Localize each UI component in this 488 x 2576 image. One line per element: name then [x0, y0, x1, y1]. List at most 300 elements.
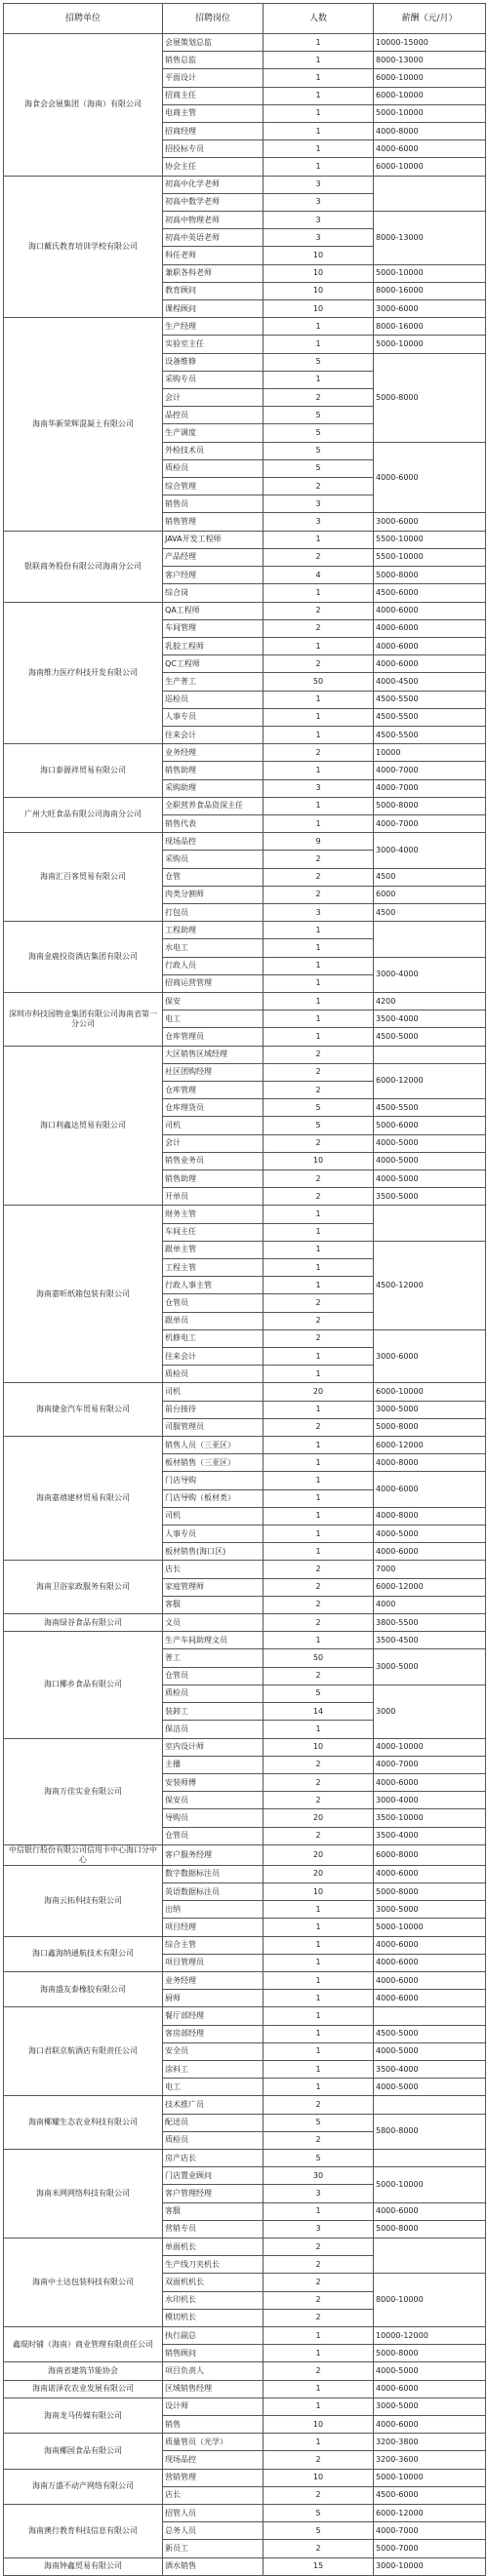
job-row — [4, 1844, 486, 1865]
salary-range: 5000-7000 — [374, 2540, 486, 2557]
salary-range: 5000-8000 — [374, 797, 486, 814]
salary-range: 4000-6000 — [374, 1543, 486, 1561]
position-name: 导购员 — [163, 1809, 264, 1827]
headcount: 3 — [264, 903, 374, 921]
salary-range — [374, 2007, 486, 2025]
company-name: 海南诺泽农农业发展有限公司 — [4, 2380, 163, 2398]
headcount: 30 — [264, 2167, 374, 2185]
job-row — [4, 2469, 486, 2486]
salary-range: 3000-5000 — [374, 1649, 486, 1684]
headcount: 1 — [264, 691, 374, 708]
headcount: 3 — [264, 212, 374, 229]
position-name: 电商主管 — [163, 104, 264, 122]
position-name: 往来会计 — [163, 1348, 264, 1366]
position-name: 模切机长 — [163, 2309, 264, 2326]
headcount: 5 — [264, 2522, 374, 2540]
company-name: 海南汇百客贸易有限公司 — [4, 833, 163, 922]
position-name: 打包员 — [163, 903, 264, 921]
position-name: 车间管理 — [163, 619, 264, 637]
position-name: 装卸工 — [163, 1703, 264, 1721]
job-row — [4, 2505, 486, 2522]
salary-range: 4000-5000 — [374, 1526, 486, 1543]
headcount: 1 — [264, 371, 374, 388]
headcount: 1 — [264, 814, 374, 832]
headcount: 2 — [264, 1561, 374, 1578]
headcount: 1 — [264, 2060, 374, 2078]
position-name: 出纳 — [163, 1901, 264, 1919]
position-name: 质检员 — [163, 1366, 264, 1383]
salary-range: 10000-12000 — [374, 2327, 486, 2345]
company-name: 海口君联京航酒店有限责任公司 — [4, 2007, 163, 2096]
position-name: 生产经理 — [163, 318, 264, 336]
salary-range — [374, 922, 486, 957]
position-name: 销售 — [163, 2416, 264, 2434]
position-name: 区域销售经理 — [163, 2380, 264, 2398]
headcount: 2 — [264, 1170, 374, 1188]
job-row — [4, 531, 486, 548]
job-row — [4, 797, 486, 814]
headcount: 10 — [264, 300, 374, 318]
salary-range: 4000-6000 — [374, 655, 486, 673]
position-name: 店长 — [163, 1561, 264, 1578]
job-row — [4, 2380, 486, 2398]
salary-range: 6000 — [374, 886, 486, 903]
position-name: 初高中英语老师 — [163, 229, 264, 247]
headcount: 2 — [264, 1063, 374, 1081]
headcount: 2 — [264, 2486, 374, 2504]
headcount: 2 — [264, 2238, 374, 2255]
position-name: 普工 — [163, 1649, 264, 1667]
headcount: 2 — [264, 868, 374, 886]
salary-range: 3500-4000 — [374, 1011, 486, 1028]
job-row — [4, 1046, 486, 1063]
salary-range: 3500-4000 — [374, 2060, 486, 2078]
headcount: 3 — [264, 2185, 374, 2202]
headcount: 2 — [264, 2096, 374, 2114]
position-name: 客户服务经理 — [163, 1844, 264, 1865]
position-name: 招商主任 — [163, 87, 264, 104]
salary-range: 4000-4500 — [374, 673, 486, 691]
company-name: 广州大旺食品有限公司海南分公司 — [4, 797, 163, 832]
salary-range: 4000-5000 — [374, 1134, 486, 1152]
position-name: 综合主管 — [163, 1936, 264, 1954]
salary-range: 6000-8000 — [374, 1844, 486, 1865]
position-name: 人事专员 — [163, 1526, 264, 1543]
job-listing-table — [3, 3, 486, 2576]
position-name: 技术推广员 — [163, 2096, 264, 2114]
job-row — [4, 1383, 486, 1401]
company-name: 银联商务股份有限公司海南分公司 — [4, 531, 163, 602]
headcount: 2 — [264, 1773, 374, 1791]
salary-range: 4000-5000 — [374, 2362, 486, 2380]
position-name: 现场品控 — [163, 833, 264, 851]
job-row — [4, 1206, 486, 1223]
position-name: 行政人事主管 — [163, 1277, 264, 1294]
salary-range: 3800-5500 — [374, 1614, 486, 1632]
headcount: 1 — [264, 2025, 374, 2042]
headcount: 1 — [264, 2345, 374, 2362]
salary-range: 4000-7000 — [374, 779, 486, 797]
header-count: 人数 — [264, 4, 374, 34]
headcount: 1 — [264, 87, 374, 104]
salary-range: 4000-6000 — [374, 1971, 486, 1989]
position-name: 仓库管理员 — [163, 1028, 264, 1046]
headcount: 3 — [264, 229, 374, 247]
salary-range — [374, 2149, 486, 2166]
headcount: 1 — [264, 1348, 374, 1366]
job-row — [4, 1561, 486, 1578]
salary-range: 8000-13000 — [374, 52, 486, 69]
position-name: 社区团购经理 — [163, 1063, 264, 1081]
headcount: 1 — [264, 992, 374, 1010]
headcount: 1 — [264, 1990, 374, 2007]
salary-range: 5000-10000 — [374, 336, 486, 353]
salary-range: 4500-6000 — [374, 584, 486, 602]
position-name: 质检员 — [163, 459, 264, 477]
salary-range: 4500-12000 — [374, 1241, 486, 1329]
position-name: 电工 — [163, 1011, 264, 1028]
salary-range: 8000-10000 — [374, 2274, 486, 2327]
headcount: 3 — [264, 2220, 374, 2238]
position-name: 保安 — [163, 992, 264, 1010]
headcount: 20 — [264, 1844, 374, 1865]
headcount: 4 — [264, 567, 374, 584]
headcount: 1 — [264, 2202, 374, 2220]
company-name: 海口戴氏教育培训学校有限公司 — [4, 176, 163, 318]
salary-range: 8000-13000 — [374, 212, 486, 265]
headcount: 5 — [264, 2114, 374, 2131]
headcount: 5 — [264, 1099, 374, 1117]
headcount: 10 — [264, 2416, 374, 2434]
salary-range: 4000 — [374, 1596, 486, 1613]
salary-range: 3200-3600 — [374, 2451, 486, 2469]
company-name: 海南龙马传媒有限公司 — [4, 2398, 163, 2433]
headcount: 9 — [264, 833, 374, 851]
job-row — [4, 992, 486, 1010]
salary-range: 5000-10000 — [374, 104, 486, 122]
salary-range: 4000-7000 — [374, 814, 486, 832]
headcount: 10 — [264, 1882, 374, 1900]
headcount: 2 — [264, 1329, 374, 1347]
salary-range: 3000-4000 — [374, 833, 486, 868]
salary-range: 4000-7000 — [374, 1756, 486, 1773]
position-name: 采购员 — [163, 851, 264, 868]
position-name: 销售助理 — [163, 1170, 264, 1188]
headcount: 5 — [264, 1117, 374, 1134]
position-name: 实验室主任 — [163, 336, 264, 353]
salary-range: 4000-5000 — [374, 1170, 486, 1188]
headcount: 2 — [264, 744, 374, 762]
job-row — [4, 318, 486, 336]
company-name: 海南金鹿投资酒店集团有限公司 — [4, 922, 163, 993]
position-name: 执行副总 — [163, 2327, 264, 2345]
position-name: 采购助理 — [163, 779, 264, 797]
position-name: 销售代表 — [163, 814, 264, 832]
salary-range: 6000-10000 — [374, 69, 486, 87]
position-name: 安装师傅 — [163, 1773, 264, 1791]
position-name: 生产调度 — [163, 424, 264, 442]
position-name: 销售管理 — [163, 513, 264, 531]
salary-range: 3000-6000 — [374, 300, 486, 318]
salary-range: 4000-6000 — [374, 637, 486, 654]
headcount: 2 — [264, 602, 374, 619]
position-name: 品控员 — [163, 407, 264, 424]
headcount: 14 — [264, 1703, 374, 1721]
headcount: 1 — [264, 1223, 374, 1241]
headcount: 2 — [264, 389, 374, 407]
headcount: 1 — [264, 69, 374, 87]
job-row — [4, 1971, 486, 1989]
position-name: 营销专员 — [163, 2220, 264, 2238]
headcount: 3 — [264, 779, 374, 797]
position-name: 客服 — [163, 1596, 264, 1613]
position-name: 室内设计师 — [163, 1738, 264, 1756]
salary-range: 10000 — [374, 744, 486, 762]
salary-range: 4500-5500 — [374, 726, 486, 743]
company-name: 深圳市科技园物业集团有限公司海南省第一分公司 — [4, 992, 163, 1046]
headcount: 2 — [264, 2256, 374, 2274]
headcount: 1 — [264, 584, 374, 602]
company-name: 海南万佳实业有限公司 — [4, 1738, 163, 1844]
company-name: 中信银行股份有限公司信用卡中心海口分中心 — [4, 1844, 163, 1865]
headcount: 1 — [264, 1366, 374, 1383]
position-name: 会计 — [163, 389, 264, 407]
position-name: 招投标专员 — [163, 140, 264, 158]
headcount: 15 — [264, 2557, 374, 2575]
salary-range: 4500 — [374, 903, 486, 921]
headcount: 2 — [264, 1614, 374, 1632]
headcount: 3 — [264, 495, 374, 513]
headcount: 1 — [264, 1954, 374, 1971]
position-name: 英语数据标注员 — [163, 1882, 264, 1900]
headcount: 1 — [264, 140, 374, 158]
salary-range: 3000-5000 — [374, 1901, 486, 1919]
company-name: 鑫琨时铺（海南）商业管理有限责任公司 — [4, 2327, 163, 2362]
position-name: 综合岗 — [163, 584, 264, 602]
job-row — [4, 1738, 486, 1756]
salary-range: 10000-15000 — [374, 34, 486, 52]
position-name: 跟单主管 — [163, 1241, 264, 1258]
headcount: 1 — [264, 1011, 374, 1028]
headcount: 1 — [264, 957, 374, 974]
headcount: 50 — [264, 1649, 374, 1667]
position-name: 业务经理 — [163, 1971, 264, 1989]
position-name: 销售总监 — [163, 52, 264, 69]
position-name: 项目经理 — [163, 1919, 264, 1936]
headcount: 2 — [264, 478, 374, 495]
salary-range: 4500-5500 — [374, 691, 486, 708]
position-name: 开单员 — [163, 1188, 264, 1206]
company-name: 海南椰国食品有限公司 — [4, 2434, 163, 2469]
position-name: 现场品控 — [163, 2451, 264, 2469]
position-name: 销售业务员 — [163, 1152, 264, 1169]
salary-range: 3000-5000 — [374, 2398, 486, 2415]
position-name: 招管人员 — [163, 2505, 264, 2522]
headcount: 2 — [264, 548, 374, 566]
position-name: 安全员 — [163, 2042, 264, 2060]
position-name: 工程助理 — [163, 922, 264, 939]
position-name: 招商运营管理 — [163, 974, 264, 992]
position-name: 板材销售(海口区) — [163, 1543, 264, 1561]
headcount: 1 — [264, 1401, 374, 1418]
position-name: 文员 — [163, 1614, 264, 1632]
headcount: 1 — [264, 1259, 374, 1277]
position-name: 全职营养食品资深主任 — [163, 797, 264, 814]
company-name: 海口椰乡食品有限公司 — [4, 1632, 163, 1738]
job-row — [4, 34, 486, 52]
position-name: 主播 — [163, 1756, 264, 1773]
job-row — [4, 1614, 486, 1632]
salary-range: 4000-6000 — [374, 442, 486, 513]
headcount: 1 — [264, 1526, 374, 1543]
position-name: 生产线刀夹机长 — [163, 2256, 264, 2274]
position-name: 门店导购（板材类） — [163, 1489, 264, 1507]
headcount: 1 — [264, 1489, 374, 1507]
job-row — [4, 833, 486, 851]
salary-range — [374, 1206, 486, 1241]
salary-range: 4000-8000 — [374, 1454, 486, 1472]
header-position: 招聘岗位 — [163, 4, 264, 34]
position-name: 司服管理员 — [163, 1418, 264, 1436]
salary-range: 3500-4500 — [374, 1632, 486, 1649]
headcount: 1 — [264, 1901, 374, 1919]
headcount: 2 — [264, 1578, 374, 1596]
salary-range: 4000-7000 — [374, 2522, 486, 2540]
job-row — [4, 2096, 486, 2114]
headcount: 2 — [264, 2540, 374, 2557]
position-name: 车间主任 — [163, 1223, 264, 1241]
salary-range: 4000-5000 — [374, 2079, 486, 2096]
company-name: 海南卫浴家政服务有限公司 — [4, 1561, 163, 1614]
salary-range: 4000-6000 — [374, 602, 486, 619]
salary-range: 3000-6000 — [374, 513, 486, 531]
headcount: 1 — [264, 1472, 374, 1489]
salary-range: 8000-16000 — [374, 318, 486, 336]
company-name: 海南华新荣辉混凝土有限公司 — [4, 318, 163, 531]
position-name: 外检技术员 — [163, 442, 264, 459]
job-row — [4, 1437, 486, 1454]
headcount: 1 — [264, 797, 374, 814]
salary-range: 4500-6000 — [374, 2486, 486, 2504]
headcount: 1 — [264, 1241, 374, 1258]
position-name: 业务经理 — [163, 744, 264, 762]
company-name: 海南捷金汽车贸易有限公司 — [4, 1383, 163, 1437]
salary-range: 4000-6000 — [374, 1865, 486, 1882]
position-name: 仓管员 — [163, 1667, 264, 1684]
salary-range: 4000-7000 — [374, 762, 486, 779]
salary-range: 3500-10000 — [374, 1809, 486, 1827]
company-name: 海南万盛不动产网络有限公司 — [4, 2469, 163, 2504]
company-name: 海口泰源祥贸易有限公司 — [4, 744, 163, 798]
headcount: 1 — [264, 2434, 374, 2451]
salary-range: 5000-10000 — [374, 264, 486, 282]
salary-range: 4500-5500 — [374, 1099, 486, 1117]
position-name: 巡检员 — [163, 691, 264, 708]
salary-range: 5000-8000 — [374, 1882, 486, 1900]
headcount: 2 — [264, 1596, 374, 1613]
headcount: 1 — [264, 1454, 374, 1472]
position-name: 司机 — [163, 1383, 264, 1401]
headcount: 2 — [264, 2451, 374, 2469]
headcount: 2 — [264, 2362, 374, 2380]
job-row — [4, 1865, 486, 1882]
salary-range: 5000-8000 — [374, 353, 486, 442]
salary-range: 3000-10000 — [374, 2557, 486, 2575]
position-name: 往来会计 — [163, 726, 264, 743]
headcount: 2 — [264, 851, 374, 868]
position-name: 仓管员 — [163, 1294, 264, 1312]
headcount: 3 — [264, 193, 374, 211]
salary-range: 4000-8000 — [374, 1507, 486, 1525]
company-name: 海南云拓科技有限公司 — [4, 1865, 163, 1936]
salary-range — [374, 2238, 486, 2273]
headcount: 1 — [264, 2079, 374, 2096]
position-name: 设备维修 — [163, 353, 264, 371]
position-name: 电工 — [163, 2079, 264, 2096]
headcount: 2 — [264, 886, 374, 903]
salary-range: 3500-4000 — [374, 1827, 486, 1844]
salary-range: 4000-6000 — [374, 2416, 486, 2434]
position-name: 数字数据标注员 — [163, 1865, 264, 1882]
headcount: 1 — [264, 531, 374, 548]
company-name: 海南嘉禧建材贸易有限公司 — [4, 1437, 163, 1561]
salary-range: 5000-10000 — [374, 1919, 486, 1936]
position-name: 司机 — [163, 1507, 264, 1525]
job-row — [4, 2238, 486, 2255]
salary-range: 5500-10000 — [374, 531, 486, 548]
headcount: 5 — [264, 353, 374, 371]
job-row — [4, 2557, 486, 2575]
header-row — [4, 4, 486, 34]
position-name: 配送员 — [163, 2114, 264, 2131]
headcount: 1 — [264, 336, 374, 353]
headcount: 10 — [264, 1152, 374, 1169]
headcount: 2 — [264, 1046, 374, 1063]
headcount: 10 — [264, 282, 374, 299]
salary-range: 3000-5000 — [374, 1401, 486, 1418]
position-name: 门店置业顾问 — [163, 2167, 264, 2185]
salary-range: 5000-10000 — [374, 2167, 486, 2202]
position-name: 生产普工 — [163, 673, 264, 691]
headcount: 1 — [264, 1919, 374, 1936]
salary-range: 4000-6000 — [374, 1936, 486, 1954]
company-name: 海南米网网络科技有限公司 — [4, 2149, 163, 2238]
position-name: 厨师 — [163, 1990, 264, 2007]
headcount: 1 — [264, 1028, 374, 1046]
position-name: 工程主管 — [163, 1259, 264, 1277]
headcount: 1 — [264, 1936, 374, 1954]
position-name: 课程顾问 — [163, 300, 264, 318]
position-name: 销售助理 — [163, 762, 264, 779]
headcount: 20 — [264, 1865, 374, 1882]
headcount: 10 — [264, 264, 374, 282]
headcount: 1 — [264, 1721, 374, 1738]
salary-range: 3000 — [374, 1684, 486, 1738]
salary-range: 4000-6000 — [374, 2202, 486, 2220]
position-name: 客房部经理 — [163, 2025, 264, 2042]
company-name: 海南嘉昕纸箱包装有限公司 — [4, 1206, 163, 1383]
position-name: 设计师 — [163, 2398, 264, 2415]
headcount: 3 — [264, 176, 374, 193]
salary-range: 5000-8000 — [374, 2220, 486, 2238]
position-name: 平面设计 — [163, 69, 264, 87]
headcount: 10 — [264, 247, 374, 264]
job-row — [4, 744, 486, 762]
salary-range: 4000-6000 — [374, 619, 486, 637]
headcount: 5 — [264, 1684, 374, 1702]
headcount: 1 — [264, 939, 374, 957]
headcount: 2 — [264, 1827, 374, 1844]
